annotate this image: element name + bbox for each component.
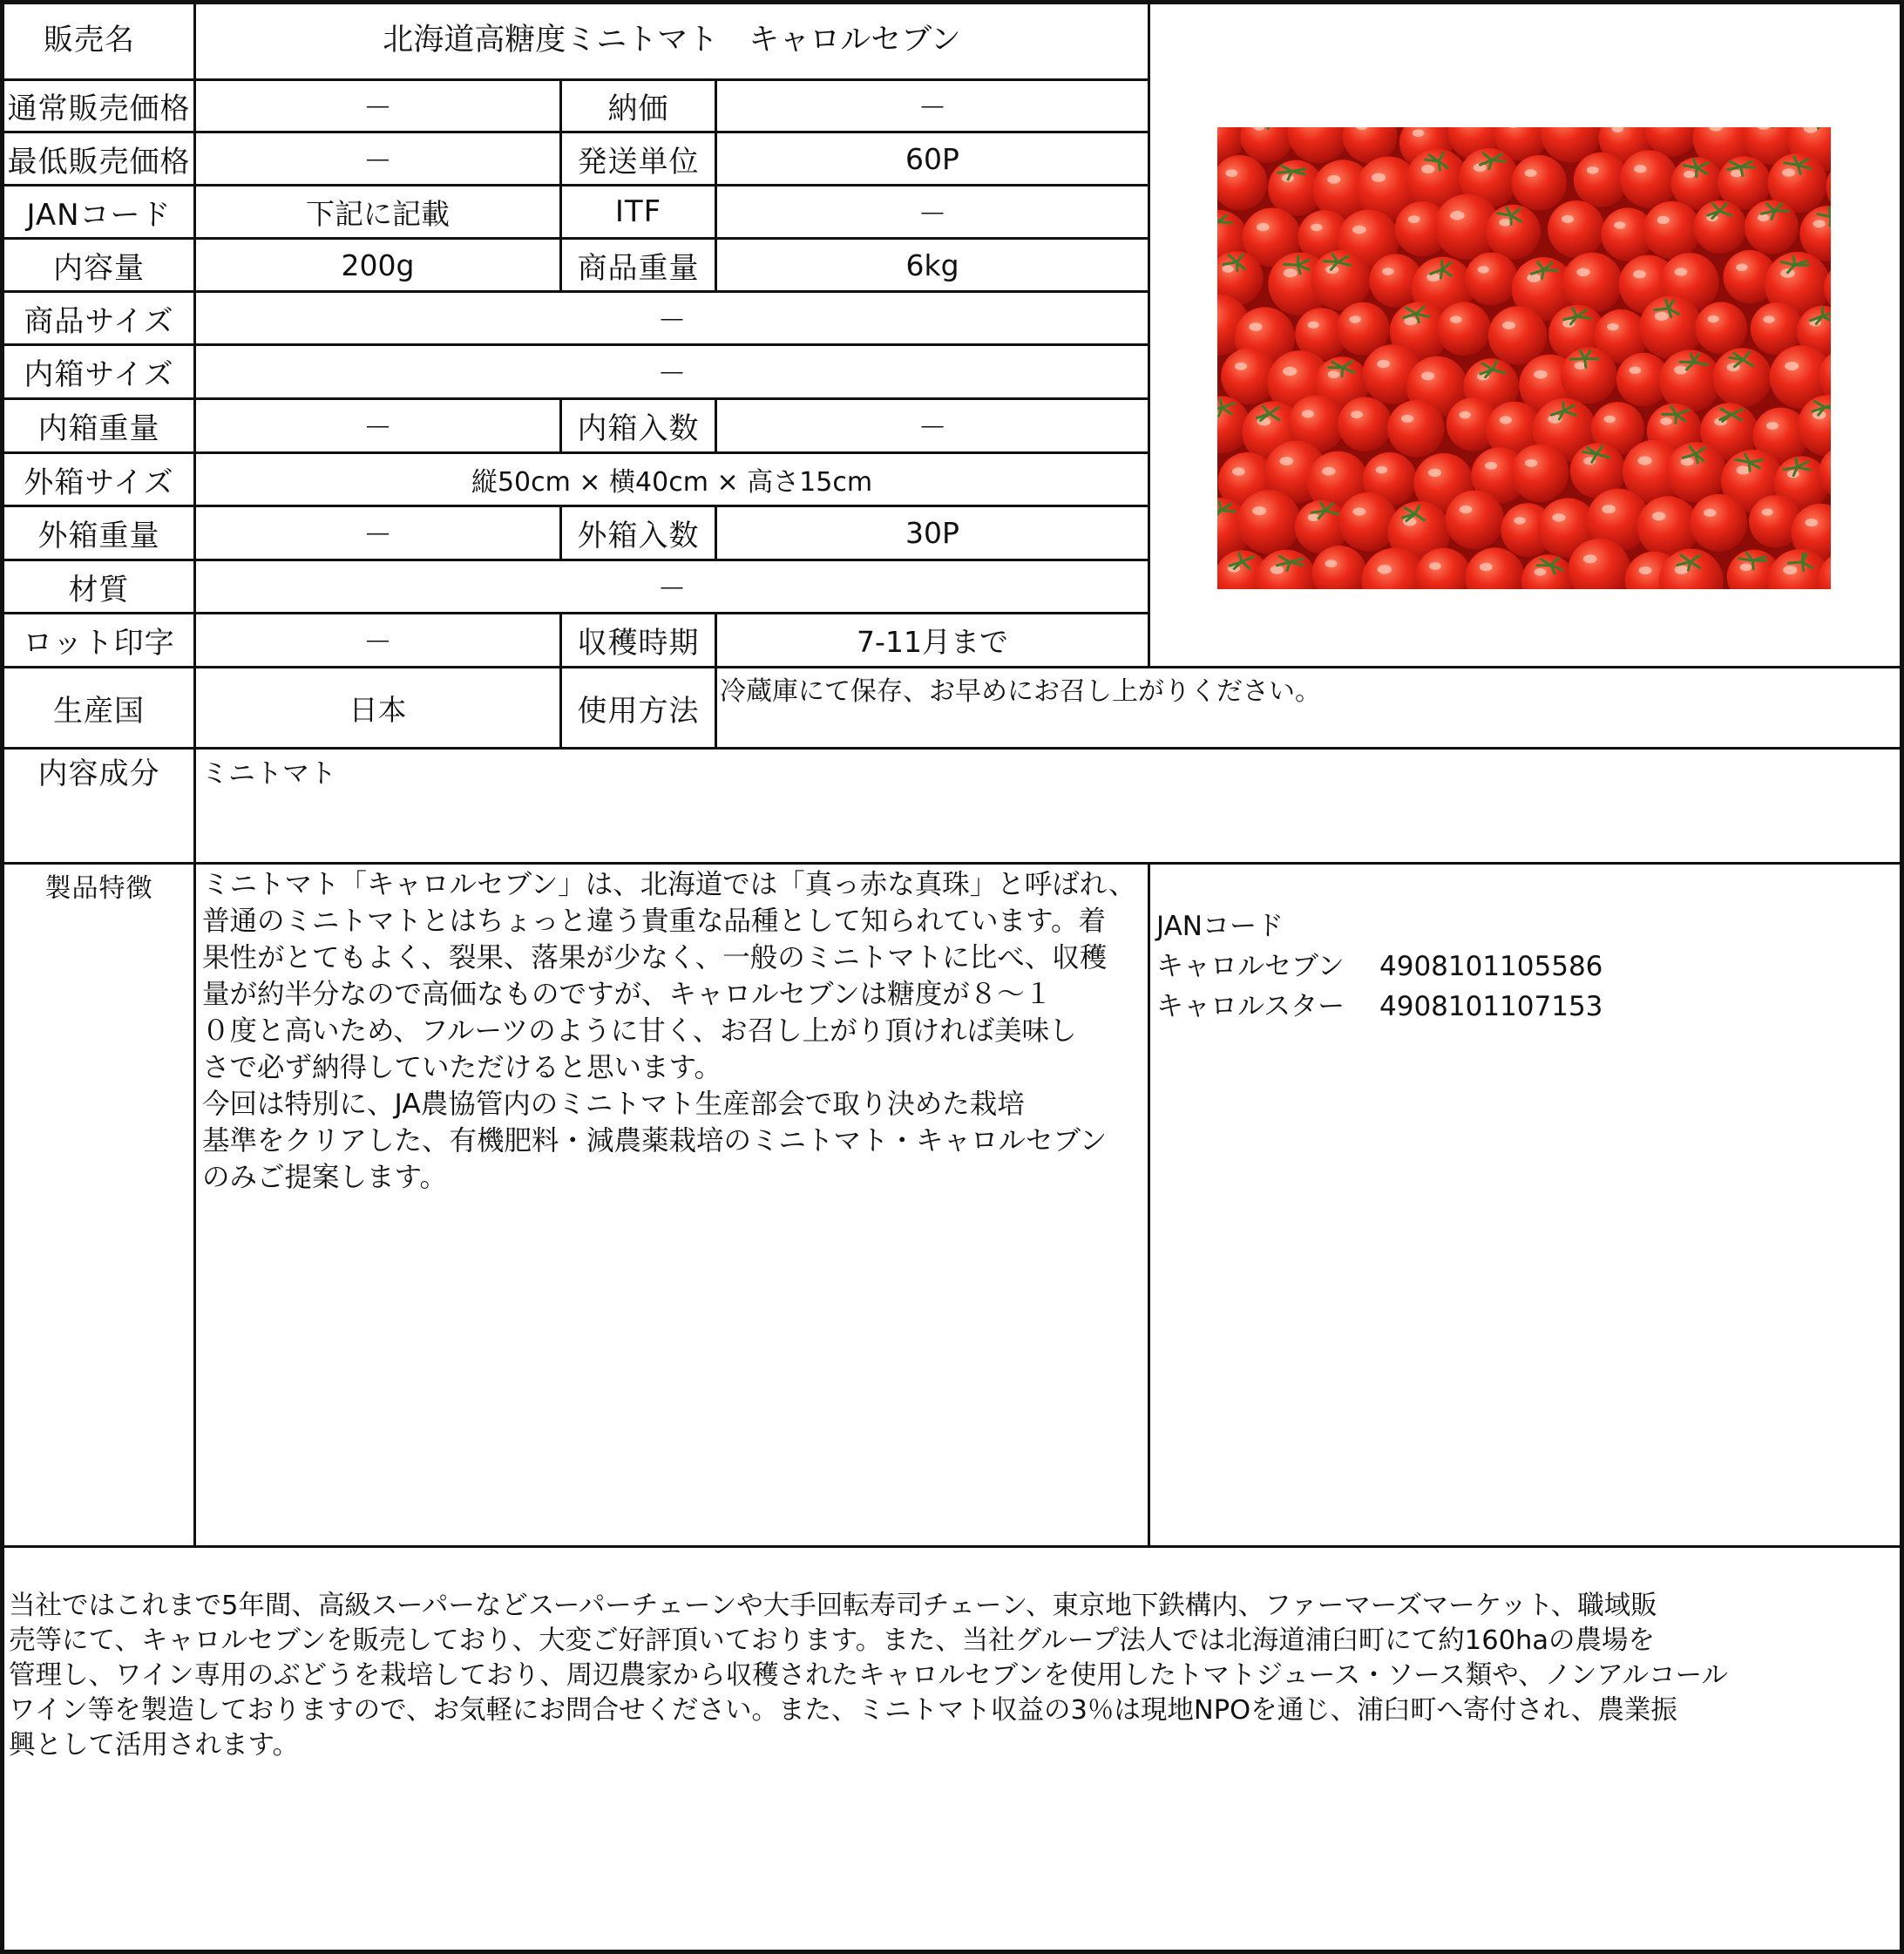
- jan-code-number: 4908101105586: [1379, 951, 1603, 982]
- tomato: [1712, 348, 1772, 407]
- tomato-highlight: [1428, 469, 1441, 478]
- lot-print-label: ロット印字: [23, 626, 175, 661]
- features-line: 今回は特別に、JA農協管内のミニトマト生産部会で取り決めた栽培: [202, 1089, 1025, 1120]
- tomato-highlight: [1311, 224, 1322, 232]
- tomato-highlight: [1652, 512, 1666, 520]
- material-value: －: [657, 571, 687, 606]
- itf-value: －: [918, 196, 947, 231]
- features-line: 普通のミニトマトとはちょっと違う貴重な品種として知られています。着: [202, 906, 1106, 937]
- tomato-highlight: [1535, 568, 1547, 576]
- features-line: ミニトマト「キャロルセブン」は、北海道では「真っ赤な真珠」と呼ばれ、: [202, 869, 1136, 900]
- tomato-highlight: [1450, 315, 1462, 323]
- tomato-highlight: [1401, 415, 1413, 423]
- tomato-highlight: [1327, 175, 1340, 184]
- tomato-highlight: [1499, 219, 1511, 227]
- tomato-highlight: [1576, 268, 1589, 277]
- tomato-highlight: [1421, 165, 1435, 173]
- tomato-highlight: [1349, 315, 1360, 323]
- cherry-tomatoes-photo: [1217, 127, 1831, 589]
- tomato: [1659, 349, 1721, 411]
- tomato-highlight: [1525, 459, 1538, 467]
- grid-line: [0, 1545, 1904, 1548]
- min-price-label: 最低販売価格: [7, 144, 191, 180]
- tomato-highlight: [1460, 411, 1471, 419]
- features-line: 量が約半分なので高価なものですが、キャロルセブンは糖度が８～１: [202, 979, 1053, 1010]
- product-name-label: 販売名: [44, 23, 135, 58]
- tomato-highlight: [1377, 360, 1390, 369]
- features-line: さで必ず納得していただけると思います。: [202, 1052, 722, 1083]
- tomato-highlight: [1704, 509, 1717, 517]
- tomato-highlight: [1460, 505, 1473, 513]
- harvest-period-label: 収穫時期: [577, 626, 700, 661]
- usage-method-value: 冷蔵庫にて保存、お早めにお召し上がりください。: [720, 676, 1321, 707]
- tomato-highlight: [1534, 370, 1548, 379]
- tomato-highlight: [1657, 216, 1670, 224]
- outer-box-count-label: 外箱入数: [577, 519, 700, 553]
- tomato-highlight: [1552, 513, 1565, 522]
- tomato-highlight: [1232, 467, 1245, 475]
- tomato-highlight: [1302, 410, 1314, 417]
- tomato-highlight: [1630, 367, 1642, 375]
- inner-box-size-value: －: [657, 356, 687, 390]
- tomato-highlight: [1684, 171, 1695, 178]
- inner-box-count-label: 内箱入数: [577, 411, 700, 446]
- tomato-highlight: [1813, 220, 1826, 227]
- tomato-highlight: [1527, 274, 1541, 282]
- tomato-highlight: [1604, 416, 1616, 424]
- tomato-highlight: [1322, 467, 1336, 476]
- product-weight-label: 商品重量: [577, 250, 700, 286]
- tomato: [1437, 302, 1491, 356]
- tomato: [1637, 496, 1699, 558]
- inner-box-size-label: 内箱サイズ: [24, 357, 174, 392]
- content-amount-value: 200g: [341, 248, 415, 282]
- tomato: [1666, 442, 1726, 502]
- tomato: [1690, 494, 1747, 552]
- tomato-highlight: [1766, 422, 1779, 430]
- tomato-highlight: [1421, 372, 1434, 381]
- features-line: 基準をクリアした、有機肥料・減農薬栽培のミニトマト・キャロルセブン: [202, 1125, 1108, 1157]
- tomato-highlight: [1660, 417, 1672, 425]
- description-line: ワイン等を製造しておりますので、お気軽にお問合せください。また、ミニトマト収益の3％は現地NPOを通じ、浦臼町へ寄付され、農業振: [9, 1695, 1677, 1726]
- jan-code-number: 4908101107153: [1379, 991, 1603, 1022]
- tomato: [1695, 302, 1747, 355]
- tomato-highlight: [1325, 560, 1338, 567]
- tomato-highlight: [1805, 519, 1818, 526]
- tomato-highlight: [1525, 169, 1537, 177]
- tomato-highlight: [1762, 509, 1773, 516]
- tomato-highlight: [1382, 268, 1394, 275]
- features-line: 果性がとてもよく、裂果、落果が少なく、一般のミニトマトに比べ、収穫: [202, 942, 1108, 974]
- jan-codes-block: [1156, 906, 1602, 1027]
- origin-country-label: 生産国: [53, 693, 145, 729]
- product-weight-value: 6kg: [905, 248, 959, 282]
- tomato-highlight: [1328, 370, 1340, 378]
- shipping-unit-label: 発送単位: [577, 144, 700, 180]
- tomato-highlight: [1284, 268, 1298, 277]
- tomato-highlight: [1283, 367, 1297, 376]
- tomato-highlight: [1675, 268, 1688, 275]
- tomato-highlight: [1634, 165, 1647, 173]
- product-size-label: 商品サイズ: [24, 303, 174, 339]
- ingredients-value: ミニトマト: [201, 758, 336, 790]
- product-size-value: －: [657, 302, 687, 337]
- wholesale-price-value: －: [918, 91, 947, 125]
- tomato-highlight: [1675, 566, 1689, 574]
- grid-line: [0, 747, 1904, 750]
- tomato: [1338, 397, 1392, 451]
- features-line: ０度と高いため、フルーツのように甘く、お召し上がり頂ければ美味し: [202, 1015, 1077, 1047]
- tomato: [1338, 492, 1398, 552]
- tomato-highlight: [1429, 562, 1441, 570]
- jan-code-product-name: キャロルスター: [1156, 991, 1345, 1022]
- features-line: のみご提案します。: [202, 1162, 447, 1193]
- tomato-highlight: [1562, 215, 1574, 223]
- harvest-period-value: 7-11月まで: [857, 625, 1008, 659]
- tomato-highlight: [1372, 173, 1386, 182]
- material-label: 材質: [68, 572, 130, 607]
- description-line: 売等にて、キャロルセブンを販売しており、大変ご好評頂いております。また、当社グループ法人では北海道浦臼町にて約160haの農場を: [9, 1625, 1656, 1656]
- lot-print-value: －: [363, 625, 392, 659]
- grid-line: [0, 862, 1904, 865]
- tomato: [1387, 400, 1444, 457]
- inner-box-weight-value: －: [363, 410, 392, 444]
- inner-box-weight-label: 内箱重量: [37, 411, 160, 446]
- tomato-highlight: [1480, 563, 1493, 572]
- cherry-tomatoes-illustration: [1217, 127, 1831, 589]
- tomato-highlight: [1783, 566, 1797, 574]
- tomato-highlight: [1450, 211, 1465, 221]
- tomato-highlight: [1737, 465, 1751, 474]
- description-line: 当社ではこれまで5年間、高級スーパーなどスーパーチェーンや大手回転寿司チェーン、東京地下鉄構内、ファーマーズマーケット、職域販: [9, 1591, 1657, 1621]
- features-label: 製品特徴: [44, 873, 153, 904]
- tomato-highlight: [1758, 214, 1770, 221]
- jan-label: JANコード: [26, 197, 172, 233]
- tomato-highlight: [1740, 563, 1752, 571]
- tomato-highlight: [1235, 363, 1247, 370]
- outer-box-size-value: 縦50cm × 横40cm × 高さ15cm: [471, 467, 873, 498]
- tomato: [1548, 200, 1605, 258]
- jan-codes-title: JANコード: [1156, 911, 1284, 942]
- tomato-highlight: [1413, 129, 1425, 137]
- tomato-highlight: [1249, 322, 1262, 331]
- tomato: [1511, 155, 1567, 211]
- tomato: [1511, 444, 1569, 502]
- tomato-highlight: [1308, 322, 1319, 329]
- tomato: [1694, 200, 1747, 254]
- tomato-highlight: [1352, 507, 1365, 515]
- inner-box-count-value: －: [918, 410, 947, 444]
- wholesale-price-label: 納価: [607, 92, 669, 126]
- outer-box-count-value: 30P: [905, 516, 959, 550]
- tomato-highlight: [1514, 517, 1526, 525]
- tomato-highlight: [1478, 266, 1489, 274]
- jan-code-row: [1156, 987, 1602, 1027]
- outer-box-size-label: 外箱サイズ: [24, 465, 174, 500]
- tomato-highlight: [1637, 456, 1651, 465]
- tomato: [1237, 490, 1301, 553]
- description-line: 興として活用されます。: [9, 1730, 300, 1761]
- tomato: [1643, 201, 1701, 259]
- usage-method-label: 使用方法: [577, 693, 700, 729]
- origin-country-value: 日本: [349, 692, 407, 727]
- grid-line: [1148, 862, 1150, 1547]
- tomato-highlight: [1785, 362, 1799, 370]
- tomato-highlight: [1252, 506, 1266, 515]
- tomato-highlight: [1602, 505, 1616, 513]
- tomato-highlight: [1763, 315, 1774, 322]
- itf-label: ITF: [614, 194, 662, 229]
- tomato-highlight: [1736, 264, 1748, 272]
- tomato-highlight: [1708, 315, 1719, 322]
- tomato-highlight: [1607, 323, 1619, 331]
- tomato: [1465, 253, 1518, 306]
- outer-box-weight-value: －: [363, 518, 392, 552]
- company-description: [9, 1589, 1728, 1763]
- tomato-highlight: [1376, 466, 1388, 474]
- content-amount-label: 内容量: [53, 250, 145, 286]
- jan-code-row: [1156, 946, 1602, 987]
- regular-price-value: －: [363, 91, 392, 125]
- tomato-highlight: [1257, 223, 1270, 232]
- product-name-value: 北海道高糖度ミニトマト キャロルセブン: [383, 22, 961, 58]
- tomato-highlight: [1408, 215, 1420, 223]
- tomato: [1562, 253, 1623, 313]
- tomato-highlight: [1352, 226, 1366, 234]
- tomato-highlight: [1639, 567, 1652, 574]
- tomato: [1561, 348, 1617, 404]
- tomato-highlight: [1351, 410, 1363, 418]
- description-line: 管理し、ワイン専用のぶどうを栽培しており、周辺農家から収穫されたキャロルセブンを使用したトマトジュース・ソース類や、ノンアルコール: [9, 1660, 1729, 1691]
- outer-box-weight-label: 外箱重量: [37, 519, 160, 553]
- tomato: [1488, 306, 1547, 364]
- tomato: [1620, 150, 1677, 207]
- tomato-highlight: [1502, 322, 1515, 329]
- tomato-highlight: [1583, 554, 1597, 563]
- tomato: [1445, 491, 1504, 550]
- jan-value: 下記に記載: [306, 196, 450, 231]
- ingredients-label: 内容成分: [37, 756, 160, 791]
- tomato-highlight: [1655, 312, 1669, 321]
- tomato-highlight: [1782, 168, 1795, 177]
- features-text: [202, 866, 1136, 1196]
- shipping-unit-value: 60P: [905, 141, 959, 176]
- grid-line: [1148, 0, 1150, 668]
- tomato-highlight: [1222, 265, 1234, 273]
- tomato-highlight: [1614, 221, 1625, 229]
- regular-price-label: 通常販売価格: [7, 92, 191, 126]
- jan-code-product-name: キャロルセブン: [1156, 951, 1345, 982]
- tomato-highlight: [1485, 462, 1497, 470]
- tomato-highlight: [1378, 565, 1392, 574]
- tomato-highlight: [1280, 457, 1294, 465]
- tomato-highlight: [1225, 169, 1237, 177]
- tomato-highlight: [1633, 270, 1646, 279]
- tomato-highlight: [1500, 416, 1512, 424]
- min-price-value: －: [363, 143, 392, 178]
- tomato-highlight: [1587, 166, 1599, 174]
